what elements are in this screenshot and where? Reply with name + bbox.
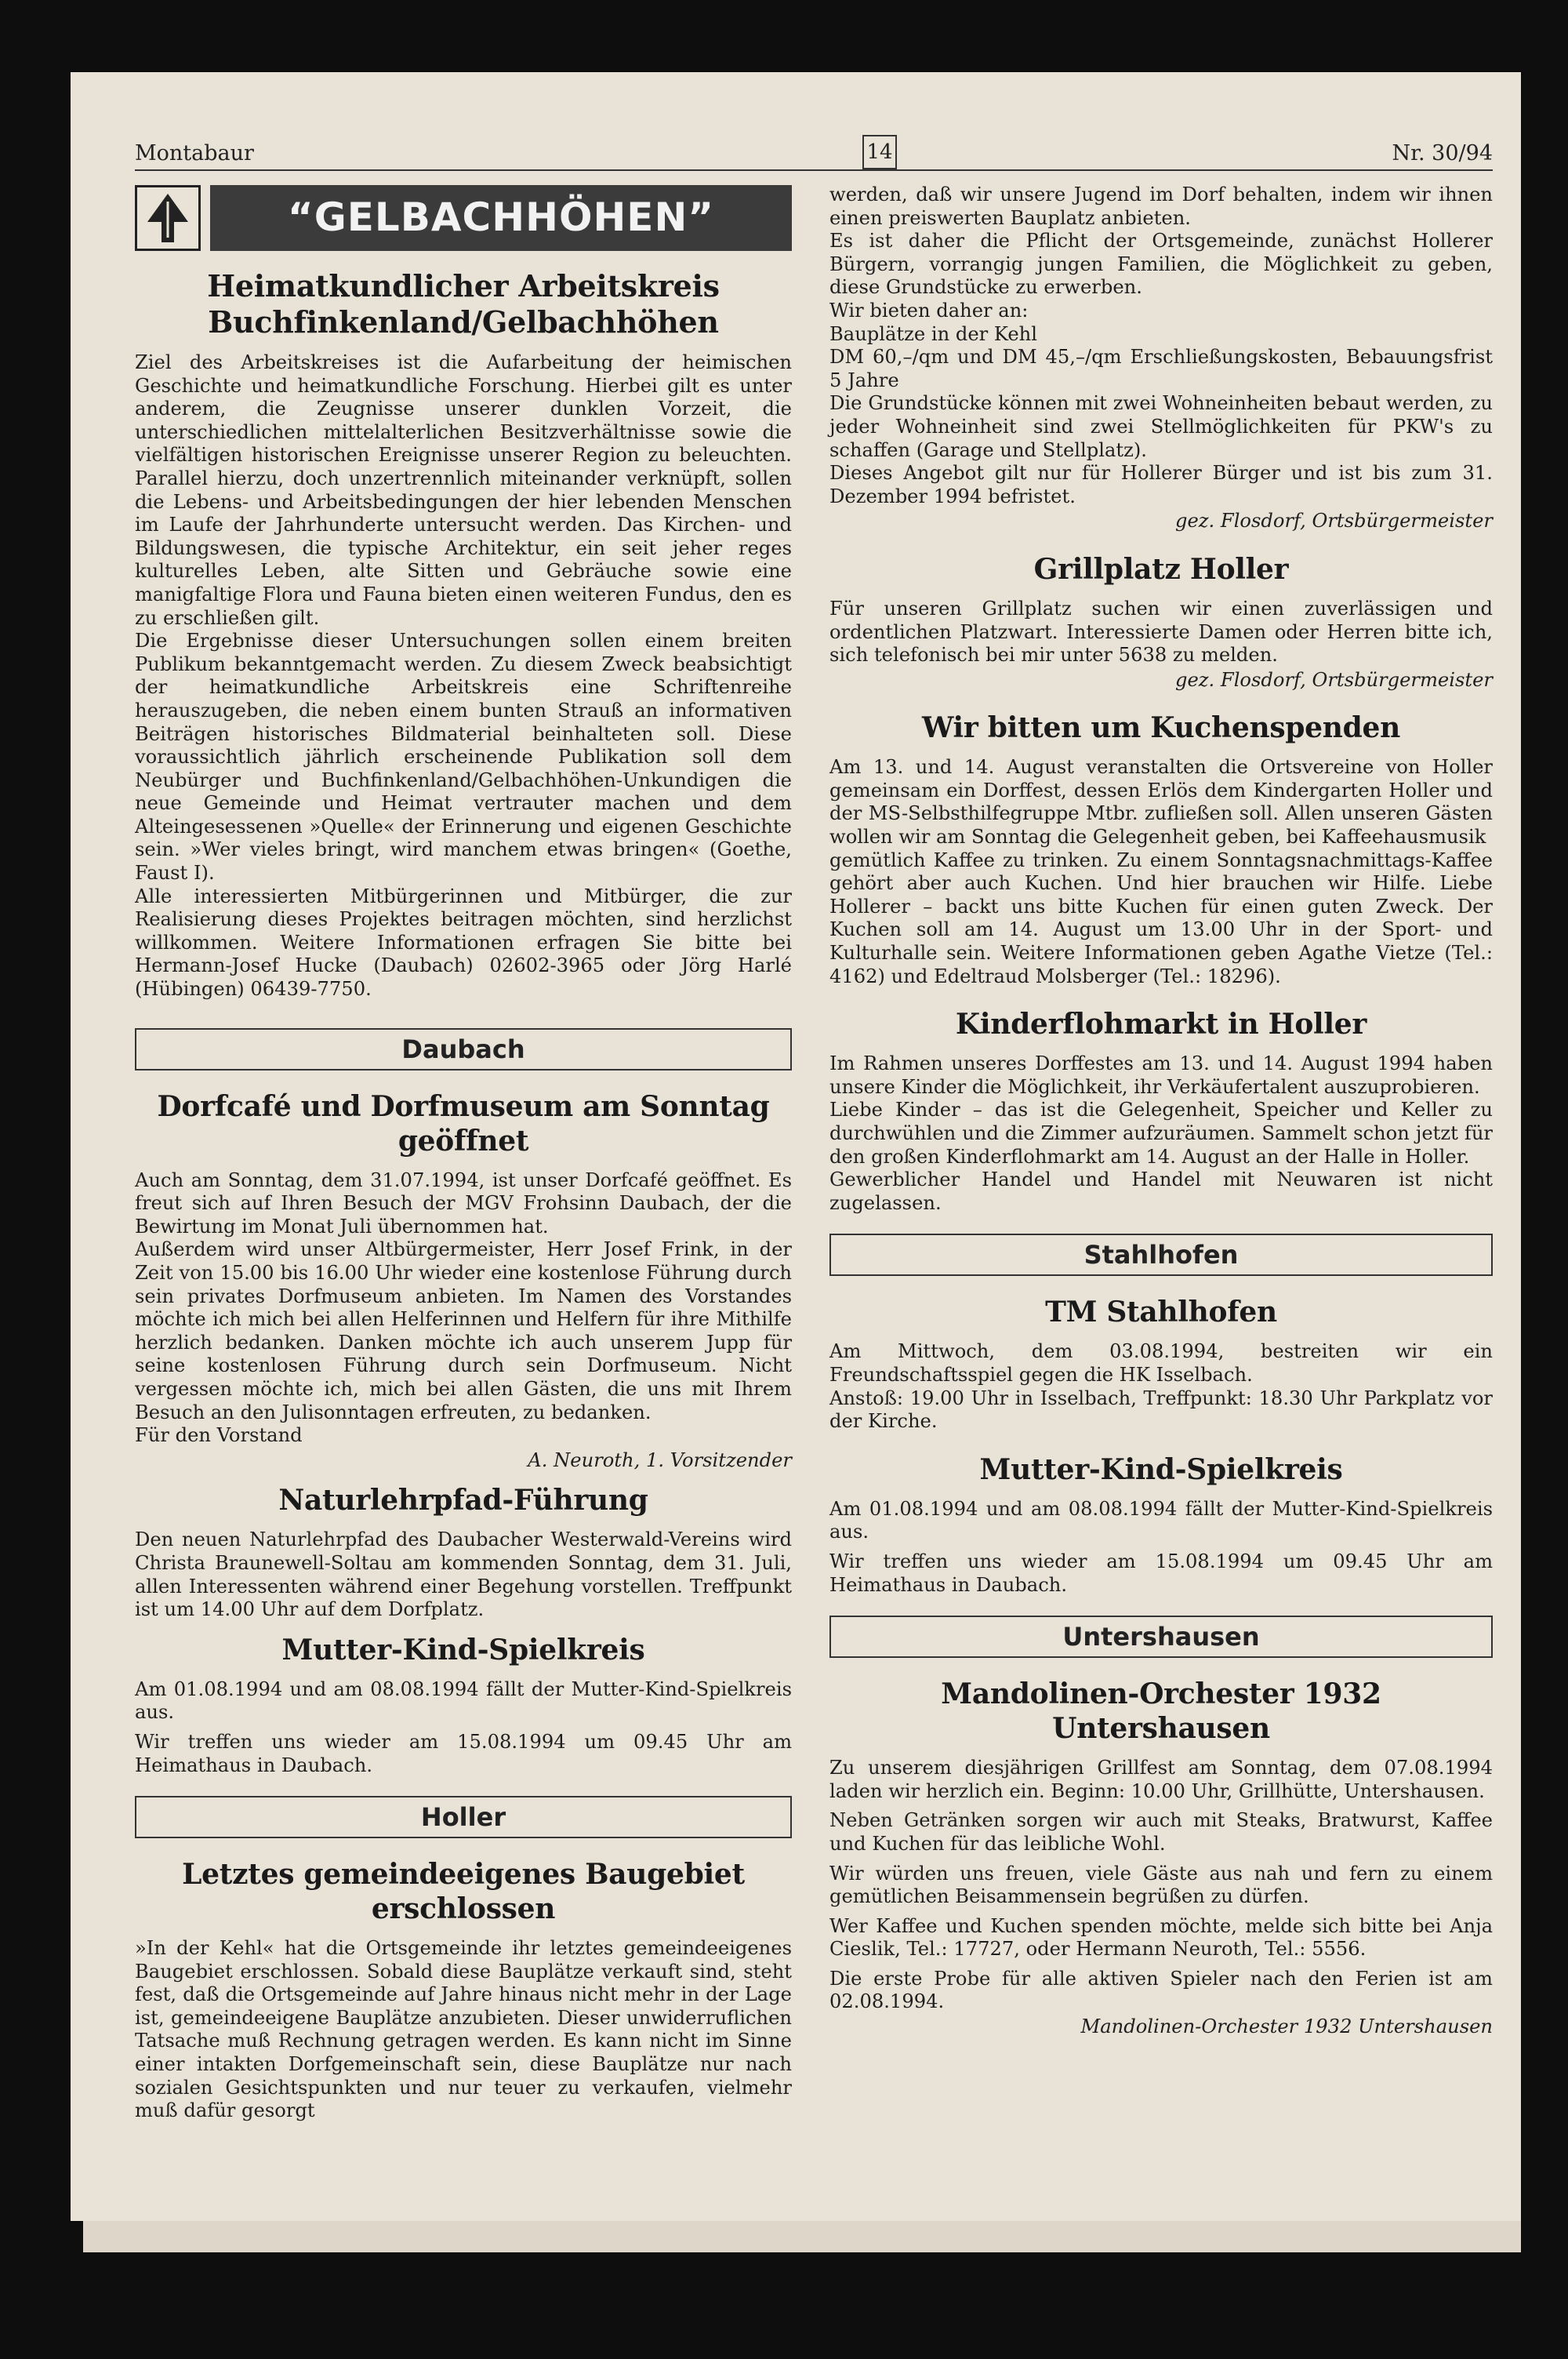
article-text: Neben Getränken sorgen wir auch mit Steaks, Bratwurst, Kaffee und Kuchen für das leibliche Wohl. <box>829 1809 1493 1855</box>
section-box-holler: Holler <box>135 1796 792 1838</box>
article-title: Heimatkundlicher Arbeitskreis Buchfinkenland/Gelbachhöhen <box>207 268 720 340</box>
article-text: Bauplätze in der Kehl <box>829 322 1037 345</box>
gelbachhoehen-banner <box>135 184 792 253</box>
page-header <box>135 140 1493 171</box>
article-title: Kinderflohmarkt in Holler <box>955 1008 1367 1041</box>
article-title: Letztes gemeindeeigenes Baugebiet erschlossen <box>182 1858 745 1926</box>
article-title: Wir bitten um Kuchenspenden <box>922 711 1400 745</box>
article-title: Naturlehrpfad-Führung <box>278 1484 648 1518</box>
article-text: werden, daß wir unsere Jugend im Dorf behalten, indem wir ihnen einen preiswerten Bauplatz anbieten. <box>829 184 1493 229</box>
article-title: Mutter-Kind-Spielkreis <box>979 1452 1343 1486</box>
article-text: Am 13. und 14. August veranstalten die Ortsvereine von Holler gemeinsam ein Dorffest, dessen Erlös dem Kindergarten Holler und der MS-Selbsthilfegruppe Mtbr. zufließen soll. Allen unseren Gästen wollen wir am Sonntag die Gelegenheit geben, bei Kaffeehausmusik <box>829 756 1493 849</box>
article-text: Die Grundstücke können mit zwei Wohneinheiten bebaut werden, zu jeder Wohneinheit sind zwei Stellmöglichkeiten für PKW's zu schaffen (Garage und Stellplatz). <box>829 392 1493 461</box>
section-box-daubach: Daubach <box>135 1028 792 1070</box>
article-text: gemütlich Kaffee zu trinken. Zu einem Sonntagsnachmittags-Kaffee gehört aber auch Kuchen. Und hier brauchen wir Hilfe. Liebe Hollerer – backt uns bitte Kuchen für einen guten Zweck. Der Kuchen soll am 14. August um 13.00 Uhr in der Sport- und Kulturhalle sein. Weitere Informationen geben Agathe Vietze (Tel.: 4162) und Edeltraud Molsberger (Tel.: 18296). <box>829 849 1493 987</box>
article-text: Es ist daher die Pflicht der Ortsgemeinde, zunächst Hollerer Bürgern, vorrangig jungen Familien, die Möglichkeit zu geben, diese Grundstücke zu erwerben. <box>829 230 1493 299</box>
article-text: Für unseren Grillplatz suchen wir einen zuverlässigen und ordentlichen Platzwart. Interessierte Damen oder Herren bitte ich, sich telefonisch bei mir unter 5638 zu melden. <box>829 597 1493 667</box>
article-text: Wir treffen uns wieder am 15.08.1994 um 09.45 Uhr am Heimathaus in Daubach. <box>829 1550 1493 1596</box>
section-box-untershausen: Untershausen <box>829 1616 1493 1658</box>
article-text: Außerdem wird unser Altbürgermeister, Herr Josef Frink, in der Zeit von 15.00 bis 16.00 Uhr wieder eine kostenlose Führung durch sein privates Dorfmuseum anbieten. Im Namen des Vorstandes möchte ich mich bei allen Helferinnen und Helfern für ihre Mithilfe herzlich bedanken. Danken möchte ich auch unserem Jupp für seine kostenlosen Führung durch sein Dorfmuseum. Nicht vergessen möchte ich, mich bei allen Gästen, die uns mit Ihrem Besuch an den Julisonntagen erfreuten, zu bedanken. <box>135 1238 792 1423</box>
right-column <box>829 184 1493 2039</box>
article-text: Ziel des Arbeitskreises ist die Aufarbeitung der heimischen Geschichte und heimatkundliche Forschung. Hierbei gilt es unter anderem, die Zeugnisse unserer dunklen Vorzeit, die unterschiedlichen mittelalterlichen Besitzverhältnisse sowie die vielfältigen historischen Ereignisse unserer Region zu beleuchten. Parallel hierzu, doch unzertrennlich miteinander verknüpft, sollen die Lebens- und Arbeitsbedingungen der hier lebenden Menschen im Laufe der Jahrhunderte untersucht werden. Das Kirchen- und Bildungswesen, die typische Architektur, ein seit jeher reges kulturelles Leben, alte Sitten und Gebräuche sowie eine manigfaltige Flora und Fauna bieten einen weiteren Fundus, den es zu erschließen gilt. <box>135 351 792 629</box>
article-title: Dorfcafé und Dorfmuseum am Sonntag geöffnet <box>157 1089 770 1158</box>
article-title: Mandolinen-Orchester 1932 Untershausen <box>941 1677 1381 1746</box>
article-text: Wir treffen uns wieder am 15.08.1994 um 09.45 Uhr am Heimathaus in Daubach. <box>135 1730 792 1776</box>
section-box-stahlhofen: Stahlhofen <box>829 1234 1493 1276</box>
article-text: Am 01.08.1994 und am 08.08.1994 fällt der Mutter-Kind-Spielkreis aus. <box>135 1677 792 1724</box>
article-text: Im Rahmen unseres Dorffestes am 13. und 14. August 1994 haben unsere Kinder die Möglichkeit, ihr Verkäufertalent auszuprobieren. <box>829 1052 1493 1098</box>
banner-title: “GELBACHHÖHEN” <box>210 185 792 251</box>
article-title: Grillplatz Holler <box>1033 552 1289 586</box>
article-text: Die erste Probe für alle aktiven Spieler nach den Ferien ist am 02.08.1994. <box>829 1967 1493 2013</box>
article-text: Gewerblicher Handel und Handel mit Neuwaren ist nicht zugelassen. <box>829 1169 1493 1214</box>
signature: gez. Flosdorf, Ortsbürgermeister <box>1175 510 1493 533</box>
article-text: Für den Vorstand <box>135 1424 303 1447</box>
signature: Mandolinen-Orchester 1932 Untershausen <box>1080 2016 1493 2038</box>
article-text: »In der Kehl« hat die Ortsgemeinde ihr letztes gemeindeeigenes Baugebiet erschlossen. Sobald diese Bauplätze verkauft sind, steht fest, daß die Ortsgemeinde auf Jahre hinaus nicht mehr in der Lage ist, gemeindeeigene Bauplätze anzubieten. Dieser unwiderruflichen Tatsache muß Rechnung getragen werden. Es kann nicht im Sinne einer intakten Dorfgemeinschaft sein, diese Bauplätze nur nach sozialen Gesichtspunkten und nur teuer zu verkaufen, vielmehr muß dafür gesorgt <box>135 1937 792 2122</box>
article-text: Liebe Kinder – das ist die Gelegenheit, Speicher und Keller zu durchwühlen und die Zimmer aufzuräumen. Sammelt schon jetzt für den großen Kinderflohmarkt am 14. August an der Halle in Holler. <box>829 1099 1493 1168</box>
article-text: Am 01.08.1994 und am 08.08.1994 fällt der Mutter-Kind-Spielkreis aus. <box>829 1497 1493 1543</box>
article-text: Am Mittwoch, dem 03.08.1994, bestreiten wir ein Freundschaftsspiel gegen die HK Isselbach. <box>829 1340 1493 1386</box>
article-title: Mutter-Kind-Spielkreis <box>281 1633 645 1667</box>
leaf-arrow-logo-icon <box>135 185 201 251</box>
newspaper-page <box>71 72 1521 2221</box>
article-text: Dieses Angebot gilt nur für Hollerer Bürger und ist bis zum 31. Dezember 1994 befristet. <box>829 462 1493 507</box>
article-text: Anstoß: 19.00 Uhr in Isselbach, Treffpunkt: 18.30 Uhr Parkplatz vor der Kirche. <box>829 1387 1493 1433</box>
article-text: Die Ergebnisse dieser Untersuchungen sollen einem breiten Publikum bekanntgemacht werden. Zu diesem Zweck beabsichtigt der heimatkundliche Arbeitskreis eine Schriftenreihe herauszugeben, die neben einem bunten Strauß an informativen Beiträgen historisches Bildmaterial beinhalteten soll. Diese voraussichtlich jährlich erscheinende Publikation soll dem Neubürger und Buchfinkenland/Gelbachhöhen-Unkundigen die neue Gemeinde und Heimat vertrauter machen und dem Alteingesessenen »Quelle« der Erinnerung und eigenen Geschichte sein. »Wer vieles bringt, wird manchem etwas bringen« (Goethe, Faust I). <box>135 630 792 885</box>
left-column <box>135 184 792 2123</box>
article-title: TM Stahlhofen <box>1045 1296 1277 1329</box>
article-text: DM 60,–/qm und DM 45,–/qm Erschließungskosten, Bebauungsfrist 5 Jahre <box>829 346 1493 391</box>
article-text: Wer Kaffee und Kuchen spenden möchte, melde sich bitte bei Anja Cieslik, Tel.: 17727, oder Hermann Neuroth, Tel.: 5556. <box>829 1914 1493 1961</box>
article-text: Zu unserem diesjährigen Grillfest am Sonntag, dem 07.08.1994 laden wir herzlich ein. Beginn: 10.00 Uhr, Grillhütte, Untershausen. <box>829 1757 1493 1802</box>
page-number: 14 <box>862 135 897 169</box>
article-text: Wir bieten daher an: <box>829 299 1029 322</box>
article-text: Auch am Sonntag, dem 31.07.1994, ist unser Dorfcafé geöffnet. Es freut sich auf Ihren Besuch der MGV Frohsinn Daubach, der die Bewirtung im Monat Juli übernommen hat. <box>135 1169 792 1238</box>
signature: A. Neuroth, 1. Vorsitzender <box>528 1448 792 1471</box>
article-text: Alle interessierten Mitbürgerinnen und Mitbürger, die zur Realisierung dieses Projektes beitragen möchten, sind herzlichst willkommen. Weitere Informationen erfragen Sie bitte bei Hermann-Josef Hucke (Daubach) 02602-3965 oder Jörg Harlé (Hübingen) 06439-7750. <box>135 885 792 1001</box>
signature: gez. Flosdorf, Ortsbürgermeister <box>1175 668 1493 691</box>
issue-number: Nr. 30/94 <box>1392 141 1493 165</box>
article-text: Den neuen Naturlehrpfad des Daubacher Westerwald-Vereins wird Christa Braunewell-Soltau am kommenden Sonntag, dem 31. Juli, allen Interessenten während einer Begehung vorstellen. Treffpunkt ist um 14.00 Uhr auf dem Dorfplatz. <box>135 1528 792 1621</box>
page-edge <box>83 2221 1521 2252</box>
town-name: Montabaur <box>135 141 254 165</box>
article-text: Wir würden uns freuen, viele Gäste aus nah und fern zu einem gemütlichen Beisammensein begrüßen zu dürfen. <box>829 1862 1493 1908</box>
